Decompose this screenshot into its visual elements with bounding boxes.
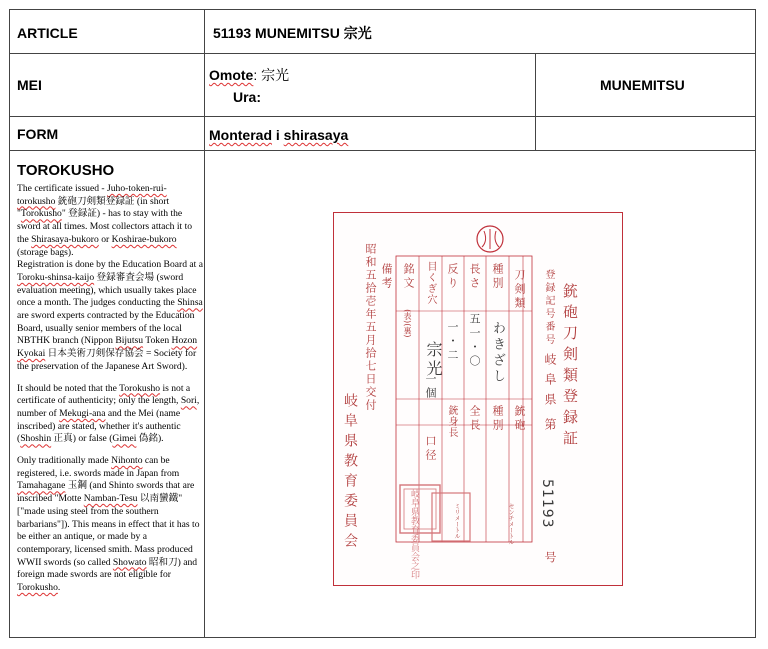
cert-col-kind: 刀剣類 (513, 269, 526, 311)
torokusho-description (17, 183, 203, 604)
cert-val-mei: 宗光 (424, 341, 443, 379)
omote-label: Omote (209, 67, 254, 83)
mei-label: MEI (17, 77, 42, 93)
description-paragraph-3: Only traditionally made Nihonto can be registered, i.e. swords made in Japan from Tamahagane 玉鋼 (and Shinto swords that are inscribed "Motte Namban-Tesu 以南蠻鐵" ["made using steel from the southern barbarians"]). This means in effect that it has to be either an antique, or made by a contemporary, licensed smith. Mass produced WWII swords (so called Showato 昭和刀) and foreign made swords are not eligible for Torokusho. (17, 455, 200, 594)
cert-col-juho-zencho: 全長 (468, 405, 481, 433)
ura-line (233, 89, 261, 105)
cert-col-biko: 備考 (380, 263, 393, 291)
cert-issuer: 岐阜県教育委員会 (342, 393, 358, 553)
row-divider (9, 116, 756, 117)
form-label: FORM (17, 126, 59, 142)
form-value-b: i (272, 127, 284, 143)
cert-unit-mm: ミリメートル (453, 503, 460, 539)
article-label: ARTICLE (17, 25, 78, 41)
cert-col-juho-shincho: 銃身長 (446, 405, 457, 438)
cert-col-sori: 反り (446, 263, 459, 291)
cert-date: 昭和五拾壱年五月拾七日交付 (364, 243, 377, 412)
form-value-c: shirasaya (283, 127, 349, 143)
ura-label: Ura (233, 89, 257, 105)
cert-col-juho-shubetsu: 種別 (491, 405, 504, 433)
cert-col-mei-side: (表)(裏) (403, 309, 412, 338)
cert-col-nagasa: 長さ (468, 263, 481, 291)
form-value (209, 127, 348, 143)
omote-value: : 宗光 (253, 67, 290, 83)
column-divider (204, 9, 205, 638)
article-value: 51193 MUNEMITSU 宗光 (213, 25, 372, 41)
description-paragraph-1: The certificate issued - Juho-token-rui-torokusho 銃砲刀剣類登録証 (in short "Torokusho" 登録証) - has to stay with the sword at all times. Most collectors attach it to the Shirasaya-bukoro or Koshirae-bukoro (storage bags). Registration is done by the Education Board at a Toroku-shinsa-kaijo 登録審査会場 (sword evaluation meeting), which usually takes place once a month. The judges conducting the Shinsa are sword experts contracted by the Education Board, usually senior members of the local NBTHK branch (Nippon Bijutsu Token Hozon Kyokai 日本美術刀剣保存協会 = Society for the preservation of the Japanese Art Sword). (17, 183, 203, 372)
cert-title: 銃砲刀剣類登録証 (561, 283, 579, 451)
cert-reg-pref: 岐阜県 (543, 353, 557, 413)
cert-unit-cm: センチメートル (507, 503, 514, 545)
cert-col-mei: 銘文 (402, 263, 415, 291)
cert-reg-dai: 第 (543, 418, 557, 433)
row-divider (9, 53, 756, 54)
ura-value: : (256, 89, 262, 105)
cert-reg-label: 登録記号番号 (543, 269, 554, 347)
cert-col-juho-koukei: 口径 (424, 435, 437, 463)
description-paragraph-2: It should be noted that the Torokusho is not a certificate of authenticity; only the length, Sori, number of Mekugi-ana and the Mei (name inscribed) are stated, whether it's authentic (Shoshin 正真) or false (Gimei 偽銘). (17, 382, 200, 445)
cert-reg-number: 51193 (539, 479, 555, 529)
cert-val-nagasa: 五一・〇 (468, 313, 481, 369)
form-value-a: Monterad (209, 127, 272, 143)
cert-seal: 岐阜県教育委員会之印 (409, 489, 419, 579)
cert-val-shubetsu: わきざし (490, 321, 505, 385)
cert-col-mekugi: 目くぎ穴 (425, 261, 436, 305)
mei-romaji: MUNEMITSU (600, 77, 685, 93)
row-divider (9, 150, 756, 151)
torokusho-certificate-image (333, 212, 623, 586)
cert-reg-go: 号 (543, 551, 557, 566)
cert-col-shubetsu: 種別 (491, 263, 504, 291)
cert-val-sori: 一・二 (446, 321, 459, 363)
cert-col-juho: 銃砲 (513, 405, 526, 433)
cert-val-mekugi: 一個 (424, 373, 437, 401)
omote-line (209, 65, 289, 85)
column-divider (535, 53, 536, 150)
torokusho-label: TOROKUSHO (17, 162, 115, 179)
